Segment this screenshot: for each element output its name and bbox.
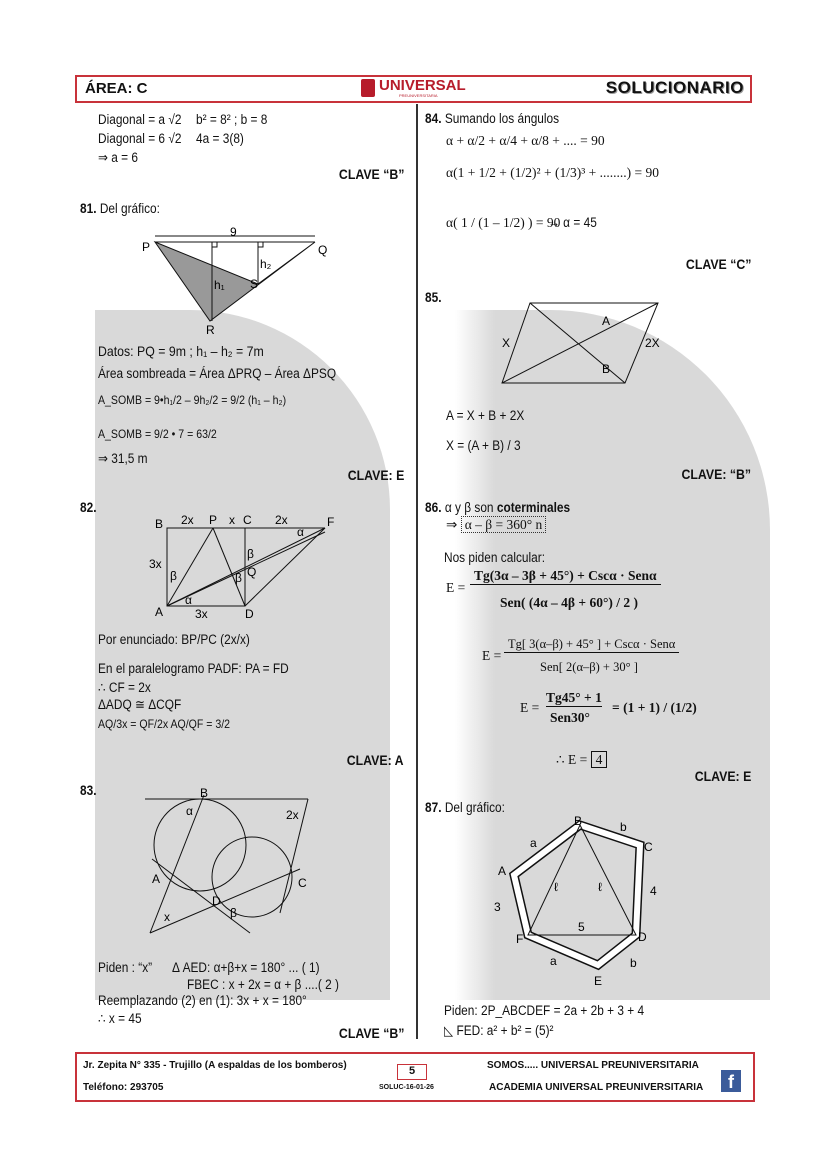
boxed-formula: α – β = 360° n	[461, 516, 547, 533]
doc-title: SOLUCIONARIO	[605, 78, 744, 97]
page-header	[75, 75, 752, 103]
fig-label: D	[638, 930, 647, 944]
fig-label: b	[620, 820, 627, 834]
phone: Teléfono: 293705	[83, 1082, 164, 1093]
doc-code: SOLUC-16-01-26	[379, 1084, 434, 1091]
address: Jr. Zepita N° 335 - Trujillo (A espaldas de los bomberos)	[83, 1060, 347, 1071]
problem-number: 83.	[80, 783, 97, 798]
fig-label: F	[327, 515, 335, 529]
text-bold: coterminales	[496, 500, 571, 515]
fig-label: F	[516, 932, 524, 946]
formula: α( 1 / (1 – 1/2) ) = 90	[446, 215, 561, 230]
formula: FED: a² + b² = (5)²	[456, 1023, 554, 1038]
answer-key: CLAVE “B”	[338, 1025, 404, 1041]
page-footer	[75, 1052, 755, 1102]
fig-label: 3x	[195, 607, 208, 621]
fig-label: 5	[578, 920, 585, 934]
fig-label: α	[297, 525, 304, 539]
text-line: Diagonal = a √2	[98, 112, 182, 127]
text-line: Piden : “x”	[98, 960, 153, 975]
fig-label: D	[245, 607, 254, 621]
fig-label: B	[574, 815, 583, 828]
answer-key: CLAVE: “B”	[681, 466, 751, 482]
text-line: → α = 45	[548, 215, 597, 230]
fig-label: 2x	[275, 513, 288, 527]
fig-label: P	[209, 513, 218, 527]
fig-label: P	[142, 240, 151, 254]
text-line: ΔADQ ≅ ΔCQF	[98, 697, 182, 712]
formula-label: ∴ E =	[556, 752, 588, 767]
fig-label: a	[530, 836, 537, 850]
fig-label: E	[594, 974, 603, 988]
logo-text: UNIVERSAL	[379, 77, 466, 94]
fig-label: A	[602, 314, 611, 328]
figure-85	[490, 295, 690, 390]
answer-key: CLAVE: E	[694, 768, 751, 784]
fig-label: C	[644, 840, 653, 854]
fig-label: A	[498, 864, 507, 878]
text-line: Por enunciado: BP/PC (2x/x)	[98, 632, 250, 647]
text-line: Datos: PQ = 9m ; h₁ – h₂ = 7m	[98, 343, 264, 359]
text-line: ∴ CF = 2x	[98, 680, 151, 695]
fig-label: S	[250, 277, 259, 291]
fig-label: β	[247, 547, 254, 561]
fig-label: h₂	[260, 257, 272, 271]
formula: Sen30°	[550, 710, 590, 725]
text-line: Del gráfico:	[444, 800, 505, 815]
fig-label: b	[630, 956, 637, 970]
formula-label: E =	[446, 580, 466, 595]
fig-label: x	[229, 513, 235, 527]
text-line: α y β son	[444, 500, 494, 515]
text-line: Área sombreada = Área ΔPRQ – Área ΔPSQ	[98, 366, 337, 381]
fig-label: 2x	[286, 808, 299, 822]
result-box: 4	[591, 751, 608, 768]
text-line: 4a = 3(8)	[196, 131, 244, 146]
figure-82	[145, 510, 345, 625]
fig-label: X	[502, 336, 511, 350]
fig-label: B	[200, 786, 209, 800]
formula: AQ/3x = QF/2x AQ/QF = 3/2	[98, 717, 231, 731]
fig-label: 9	[230, 226, 237, 239]
page-number: 5	[397, 1064, 427, 1080]
formula: Tg[ 3(α–β) + 45° ] + Cscα · Senα	[504, 637, 679, 653]
fig-label: C	[298, 876, 307, 890]
problem-number: 85.	[425, 290, 442, 305]
fig-label: Q	[247, 565, 257, 579]
area-label: ÁREA: C	[85, 80, 148, 97]
footer-text: SOMOS..... UNIVERSAL PREUNIVERSITARIA	[487, 1060, 699, 1071]
fig-label: B	[602, 362, 611, 376]
fig-label: 4	[650, 884, 657, 898]
formula: A = X + B + 2X	[446, 408, 525, 423]
formula: Tg45° + 1	[546, 690, 602, 705]
figure-83	[140, 785, 320, 945]
logo-sub: PREUNIVERSITARIA	[399, 93, 438, 98]
text-line: En el paralelogramo PADF: PA = FD	[98, 661, 289, 676]
figure-81	[140, 226, 340, 336]
formula-label: E =	[482, 648, 502, 663]
text-line: Del gráfico:	[99, 201, 160, 216]
fig-label: ℓ	[554, 880, 558, 894]
formula: Sen[ 2(α–β) + 30° ]	[540, 660, 638, 674]
logo-icon	[361, 79, 375, 97]
fig-label: R	[206, 323, 215, 336]
fig-label: 3x	[149, 557, 162, 571]
text-line: ∴ x = 45	[98, 1011, 142, 1026]
formula: Piden: 2P_ABCDEF = 2a + 2b + 3 + 4	[444, 1003, 645, 1018]
answer-key: CLAVE “C”	[685, 256, 751, 272]
column-divider	[416, 104, 418, 1039]
fig-label: 3	[494, 900, 501, 914]
fig-label: x	[164, 910, 170, 924]
problem-number: 81.	[80, 201, 97, 216]
text-line: Sumando los ángulos	[444, 111, 560, 126]
text-line: ⇒ 31,5 m	[98, 451, 148, 466]
answer-key: CLAVE “B”	[338, 166, 404, 182]
answer-key: CLAVE: A	[347, 752, 404, 768]
formula: A_SOMB = 9/2 • 7 = 63/2	[98, 427, 217, 441]
formula: α(1 + 1/2 + (1/2)² + (1/3)³ + ........) = 90	[446, 165, 659, 180]
fig-label: α	[186, 804, 193, 818]
figure-87	[490, 815, 670, 990]
fig-label: 2X	[645, 336, 660, 350]
fig-label: B	[155, 517, 164, 531]
formula: Tg(3α – 3β + 45°) + Cscα · Senα	[470, 568, 661, 585]
fig-label: a	[550, 954, 557, 968]
fig-label: β	[170, 569, 177, 583]
text-line: FBEC : x + 2x = α + β ....( 2 )	[187, 977, 340, 992]
right-triangle-icon: ◺	[444, 1023, 457, 1038]
formula: X = (A + B) / 3	[446, 438, 521, 453]
text-line: Δ AED: α+β+x = 180° ... ( 1)	[172, 960, 320, 975]
text-line: Nos piden calcular:	[444, 550, 546, 565]
text-line: Reemplazando (2) en (1): 3x + x = 180°	[98, 993, 307, 1008]
fig-label: β	[235, 571, 242, 585]
fig-label: A	[152, 872, 161, 886]
problem-number: 86.	[425, 500, 442, 515]
problem-number: 82.	[80, 500, 97, 515]
text-line: Diagonal = 6 √2	[98, 131, 182, 146]
problem-number: 87.	[425, 800, 442, 815]
text-line: b² = 8² ; b = 8	[196, 112, 268, 127]
formula-label: E =	[520, 700, 540, 715]
answer-key: CLAVE: E	[347, 467, 404, 483]
fig-label: A	[155, 605, 164, 619]
fig-label: ℓ	[598, 880, 602, 894]
text-line: ⇒ a = 6	[98, 150, 139, 165]
fig-label: D	[212, 894, 221, 908]
fig-label: α	[185, 593, 192, 607]
fig-label: C	[243, 513, 252, 527]
problem-number: 84.	[425, 111, 442, 126]
formula: = (1 + 1) / (1/2)	[612, 700, 697, 715]
footer-text: ACADEMIA UNIVERSAL PREUNIVERSITARIA	[489, 1082, 704, 1093]
fig-label: β	[230, 906, 237, 920]
fig-label: Q	[318, 243, 328, 257]
fig-label: h₁	[214, 278, 225, 292]
formula: Sen( (4α – 4β + 60°) / 2 )	[500, 595, 638, 610]
fig-label: 2x	[181, 513, 194, 527]
facebook-icon[interactable]: f	[721, 1070, 741, 1092]
formula: α + α/2 + α/4 + α/8 + .... = 90	[446, 133, 605, 148]
formula: A_SOMB = 9•h₁/2 – 9h₂/2 = 9/2 (h₁ – h₂)	[98, 393, 287, 407]
